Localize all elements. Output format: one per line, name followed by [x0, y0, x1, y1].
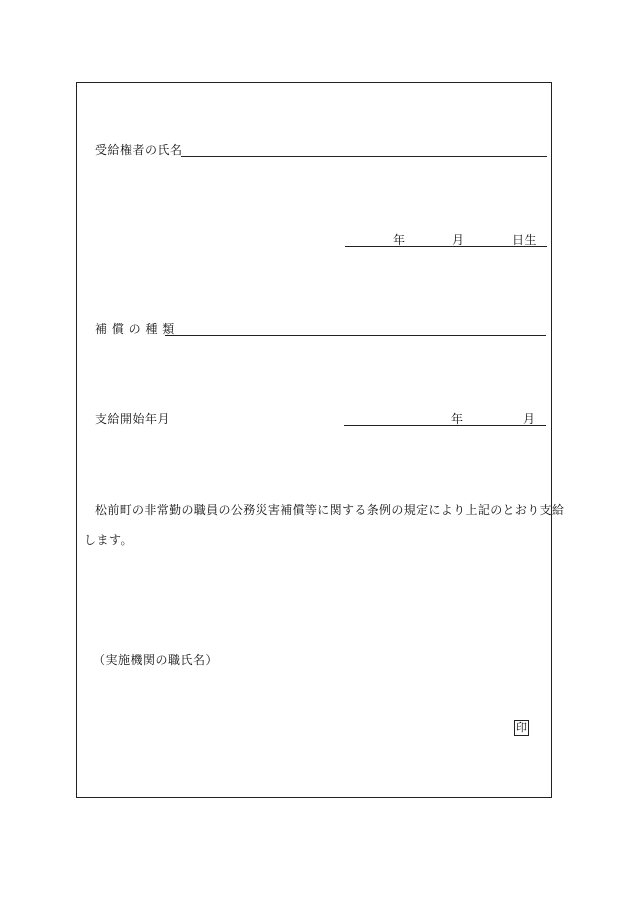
- birth-year-label: 年: [393, 233, 406, 247]
- agency-title-label: （実施機関の職氏名）: [93, 653, 219, 667]
- payment-start-label: 支給開始年月: [95, 412, 171, 426]
- compensation-type-label: 補 償 の 種 類: [95, 322, 175, 336]
- payment-start-line[interactable]: [344, 425, 546, 426]
- form-frame: [76, 82, 552, 798]
- birth-day-label: 日生: [512, 233, 538, 247]
- compensation-type-line[interactable]: [165, 335, 546, 336]
- start-year-label: 年: [451, 412, 464, 426]
- birthdate-line[interactable]: [345, 246, 547, 247]
- birth-month-label: 月: [452, 233, 465, 247]
- start-month-label: 月: [523, 412, 536, 426]
- statement-line-1: 松前町の非常勤の職員の公務災害補償等に関する条例の規定により上記のとおり支給: [95, 503, 565, 517]
- recipient-name-line[interactable]: [181, 156, 547, 157]
- recipient-name-label: 受給権者の氏名: [95, 143, 183, 157]
- statement-line-2: します。: [84, 533, 134, 547]
- seal-mark: 印: [516, 721, 527, 734]
